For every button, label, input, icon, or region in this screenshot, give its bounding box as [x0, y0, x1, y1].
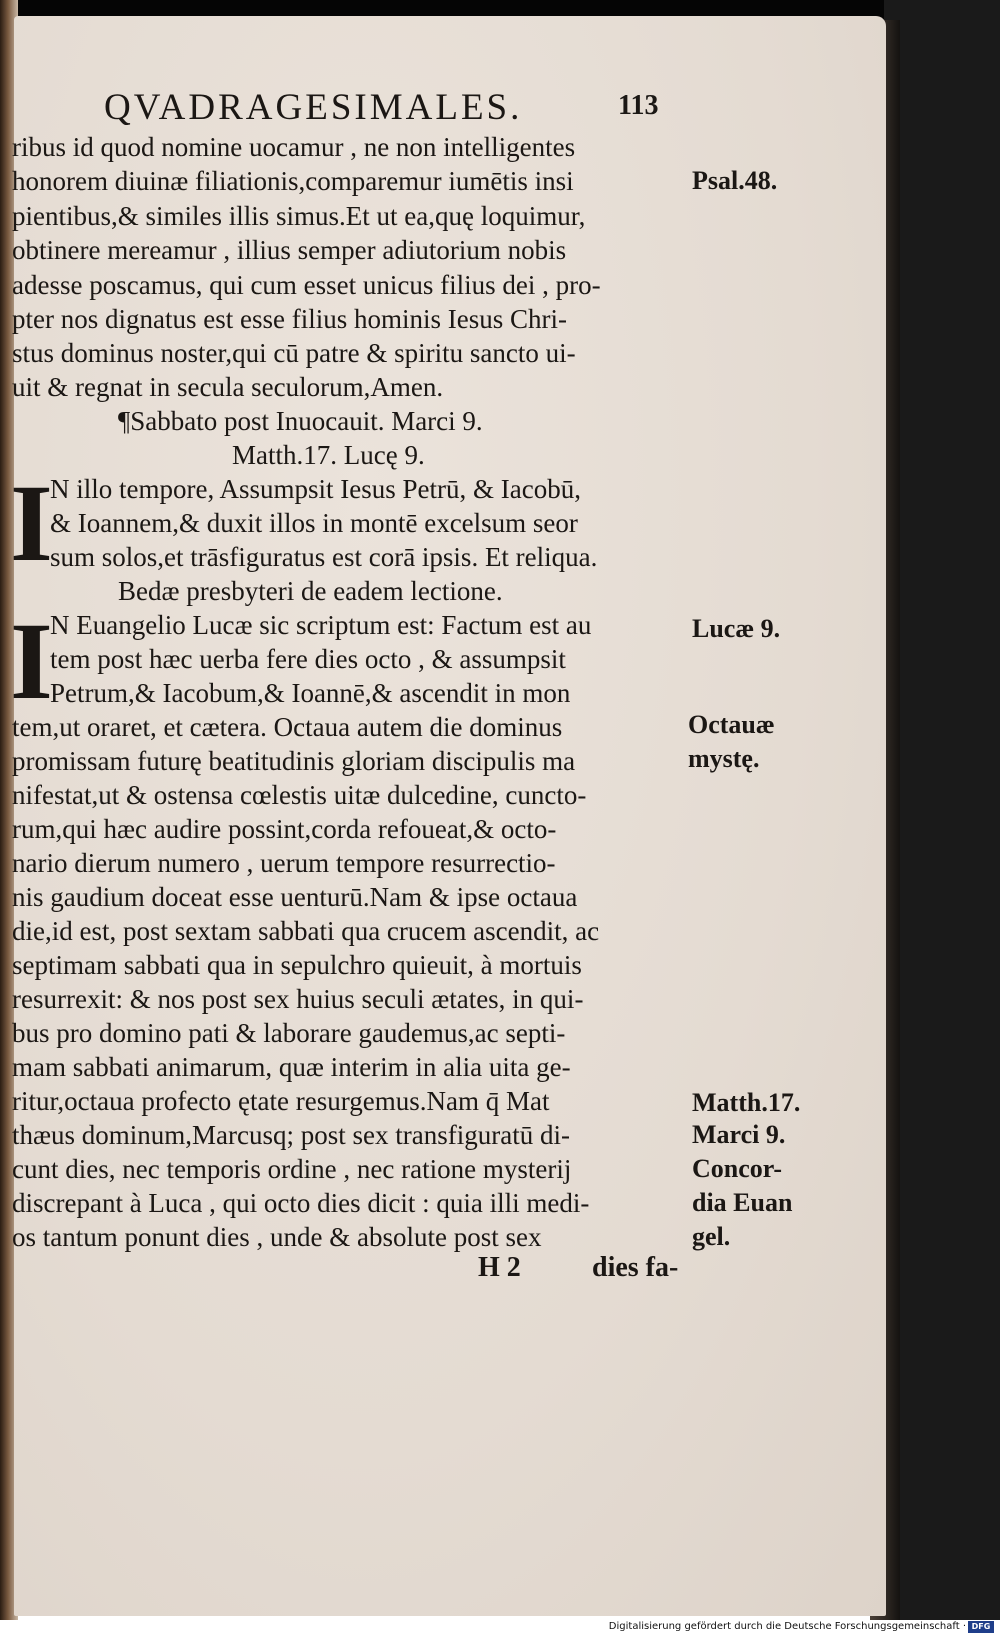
drop-cap: I [10, 600, 53, 722]
text-line: tem,ut oraret, et cætera. Octaua autem die dominus [12, 712, 563, 742]
text-line: die,id est, post sextam sabbati qua crucem ascendit, ac [12, 916, 600, 946]
text-line: cunt dies, nec temporis ordine , nec ratione mysterij [12, 1154, 572, 1184]
marginal-note: Matth.17. [692, 1088, 801, 1117]
dfg-logo: DFG [968, 1621, 994, 1633]
section-heading: Bedæ presbyteri de eadem lectione. [118, 576, 503, 606]
text-line: ritur,octaua profecto ętate resurgemus.Nam q̄ Mat [12, 1086, 550, 1116]
marginal-note: dia Euan [692, 1188, 793, 1217]
text-line: promissam futurę beatitudinis gloriam discipulis ma [12, 746, 576, 776]
signature-mark: H 2 [478, 1252, 521, 1283]
text-line: stus dominus noster,qui cū patre & spiritu sancto ui- [12, 338, 576, 368]
text-line: N Euangelio Lucæ sic scriptum est: Factum est au [50, 610, 592, 640]
marginal-note: Psal.48. [692, 166, 778, 195]
text-line: adesse poscamus, qui cum esset unicus filius dei , pro- [12, 270, 601, 300]
text-line: thæus dominum,Marcusq; post sex transfiguratū di- [12, 1120, 570, 1150]
text-line: nis gaudium doceat esse uenturū.Nam & ipse octaua [12, 882, 578, 912]
marginal-note: Lucæ 9. [692, 614, 781, 643]
text-line: sum solos,et trāsfiguratus est corā ipsis. Et reliqua. [50, 542, 598, 572]
page-folio: 113 [618, 90, 659, 121]
text-line: os tantum ponunt dies , unde & absolute post sex [12, 1222, 542, 1252]
text-line: septimam sabbati qua in sepulchro quieuit, à mortuis [12, 950, 582, 980]
text-line: pter nos dignatus est esse filius hominis Iesus Chri- [12, 304, 567, 334]
section-heading: ¶Sabbato post Inuocauit. Marci 9. [118, 406, 483, 436]
text-line: Petrum,& Iacobum,& Ioannē,& ascendit in mon [50, 678, 571, 708]
text-line: N illo tempore, Assumpsit Iesus Petrū, & Iacobū, [50, 474, 581, 504]
text-line: bus pro domino pati & laborare gaudemus,ac septi- [12, 1018, 566, 1048]
marginal-note: Marci 9. [692, 1120, 786, 1149]
footer-credit: Digitalisierung gefördert durch die Deutsche Forschungsgemeinschaft · [608, 1621, 966, 1632]
text-line: uit & regnat in secula seculorum,Amen. [12, 372, 444, 402]
running-head: QVADRAGESIMALES. [104, 87, 523, 128]
text-line: mam sabbati animarum, quæ interim in alia uita ge- [12, 1052, 571, 1082]
text-line: & Ioannem,& duxit illos in montē excelsum seor [50, 508, 578, 538]
section-reference: Matth.17. Lucę 9. [232, 440, 425, 470]
catchword: dies fa- [592, 1252, 679, 1283]
drop-cap: I [10, 462, 53, 584]
marginal-note: mystę. [688, 744, 760, 773]
marginal-note: Octauæ [688, 710, 775, 739]
book-edge-right [884, 0, 1000, 1620]
text-line: pientibus,& similes illis simus.Et ut ea,quę loquimur, [12, 201, 586, 231]
text-line: honorem diuinæ filiationis,comparemur iumētis insi [12, 166, 574, 196]
text-line: tem post hæc uerba fere dies octo , & assumpsit [50, 644, 566, 674]
text-line: ribus id quod nomine uocamur , ne non intelligentes [12, 132, 576, 162]
text-line: nario dierum numero , uerum tempore resurrectio- [12, 848, 556, 878]
marginal-note: gel. [692, 1222, 731, 1251]
marginal-note: Concor- [692, 1154, 783, 1183]
text-line: nifestat,ut & ostensa cœlestis uitæ dulcedine, cuncto- [12, 780, 587, 810]
text-line: rum,qui hæc audire possint,corda refoueat,& octo- [12, 814, 557, 844]
text-line: resurrexit: & nos post sex huius seculi ætates, in qui- [12, 984, 584, 1014]
text-line: discrepant à Luca , qui octo dies dicit : quia illi medi- [12, 1188, 590, 1218]
text-line: obtinere mereamur , illius semper adiutorium nobis [12, 235, 567, 265]
